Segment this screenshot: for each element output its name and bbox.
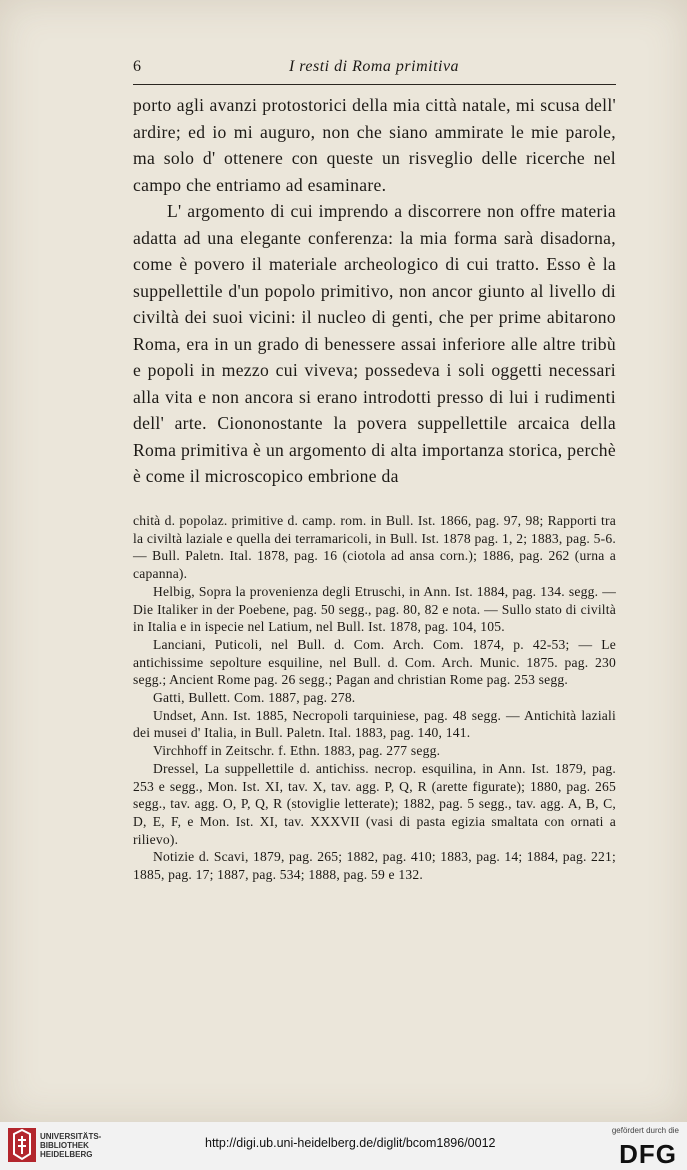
permalink-url[interactable]: http://digi.ub.uni-heidelberg.de/diglit/bcom1896/0012 (205, 1136, 496, 1150)
footnotes (133, 512, 616, 884)
page-number: 6 (133, 58, 141, 75)
footnote-4: Gatti, Bullett. Com. 1887, pag. 278. (153, 690, 356, 706)
library-name: UNIVERSITÄTS- BIBLIOTHEK HEIDELBERG (40, 1132, 102, 1159)
heidelberg-university-logo-icon[interactable] (8, 1128, 36, 1167)
running-title: I resti di Roma primitiva (288, 58, 460, 75)
footnote-1: chità d. popolaz. primitive d. camp. rom. in Bull. Ist. 1866, pag. 97, 98; Rapporti tra la civiltà laziale e quella dei terramaricoli, in Bull. Ist. 1878 pag. 1, 2; 1883, pag. 5-6. — Bull. Paletn. Ital. 1878, pag. 16 (ciotola ad ansa corn.); 1886, pag. 262 (urna a capanna). (133, 513, 616, 582)
footnote-7: Dressel, La suppellettile d. antichiss. necrop. esquilina, in Ann. Ist. 1879, pag. 253 e segg., Mon. Ist. XI, tav. X, tav. agg. P, Q, R (arette figurate); 1880, pag. 265 segg., tav. agg. O, P, Q, R (stoviglie letterate); 1882, pag. 5 segg., tav. agg. A, B, C, D, E, F, e Mon. Ist. XI, tav. XXXVII (vasi di pasta egizia smaltata con ornati a rilievo). (133, 760, 616, 847)
footnote-2: Helbig, Sopra la provenienza degli Etruschi, in Ann. Ist. 1884, pag. 134. segg. — Die Italiker in der Poebene, pag. 50 segg., pag. 80, 82 e nota. — Sullo stato di civiltà in Italia e in ispecie nel Latium, nel Bull. Ist. 1878, pag. 104, 105. (133, 583, 616, 635)
footnote-8: Notizie d. Scavi, 1879, pag. 265; 1882, pag. 410; 1883, pag. 14; 1884, pag. 221; 1885, pag. 17; 1887, pag. 534; 1888, pag. 59 e 132. (133, 849, 616, 883)
main-text (133, 92, 616, 490)
footnote-6: Virchhoff in Zeitschr. f. Ethn. 1883, pag. 277 segg. (153, 743, 441, 759)
viewer-footer (0, 1122, 687, 1170)
header-rule (133, 84, 616, 85)
funded-by-label: gefördert durch die (611, 1126, 679, 1135)
dfg-logo[interactable]: DFG (619, 1139, 677, 1169)
footnote-3: Lanciani, Puticoli, nel Bull. d. Com. Arch. Com. 1874, p. 42-53; — Le antichissime sepolture esquiline, nel Bull. d. Com. Arch. Munic. 1875. pag. 230 segg.; Ancient Rome pag. 26 segg.; Pagan and christian Rome pag. 253 segg. (133, 636, 616, 688)
paragraph-1: porto agli avanzi protostorici della mia città natale, mi scusa dell' ardire; ed io mi auguro, non che siano ammirate le mie parole, ma solo d' ottenere con queste un risveglio delle ricerche nel campo che entriamo ad esaminare. (133, 95, 616, 195)
paragraph-2: L' argomento di cui imprendo a discorrere non offre materia adatta ad una elegante conferenza: la mia forma sarà disadorna, come è povero il materiale archeologico di cui tratto. Esso è la suppellettile d'un popolo primitivo, non ancor giunto al livello di civiltà dei suoi vicini: il nucleo di genti, che per prime abitarono Roma, era in un grado di benessere assai inferiore alle altre tribù e popoli in mezzo cui viveva; possedeva i soli oggetti necessari alla vita e non ancora si erano introdotti presso di lui i rudimenti dell' arte. Ciononostante la povera suppellettile arcaica della Roma primitiva è un argomento di alta importanza storica, perchè è come il microscopico embrione da (133, 201, 616, 486)
footnote-5: Undset, Ann. Ist. 1885, Necropoli tarquiniese, pag. 48 segg. — Antichità laziali dei musei d' Italia, in Bull. Paletn. Ital. 1883, pag. 140, 141. (133, 707, 616, 741)
page-header (133, 58, 615, 80)
